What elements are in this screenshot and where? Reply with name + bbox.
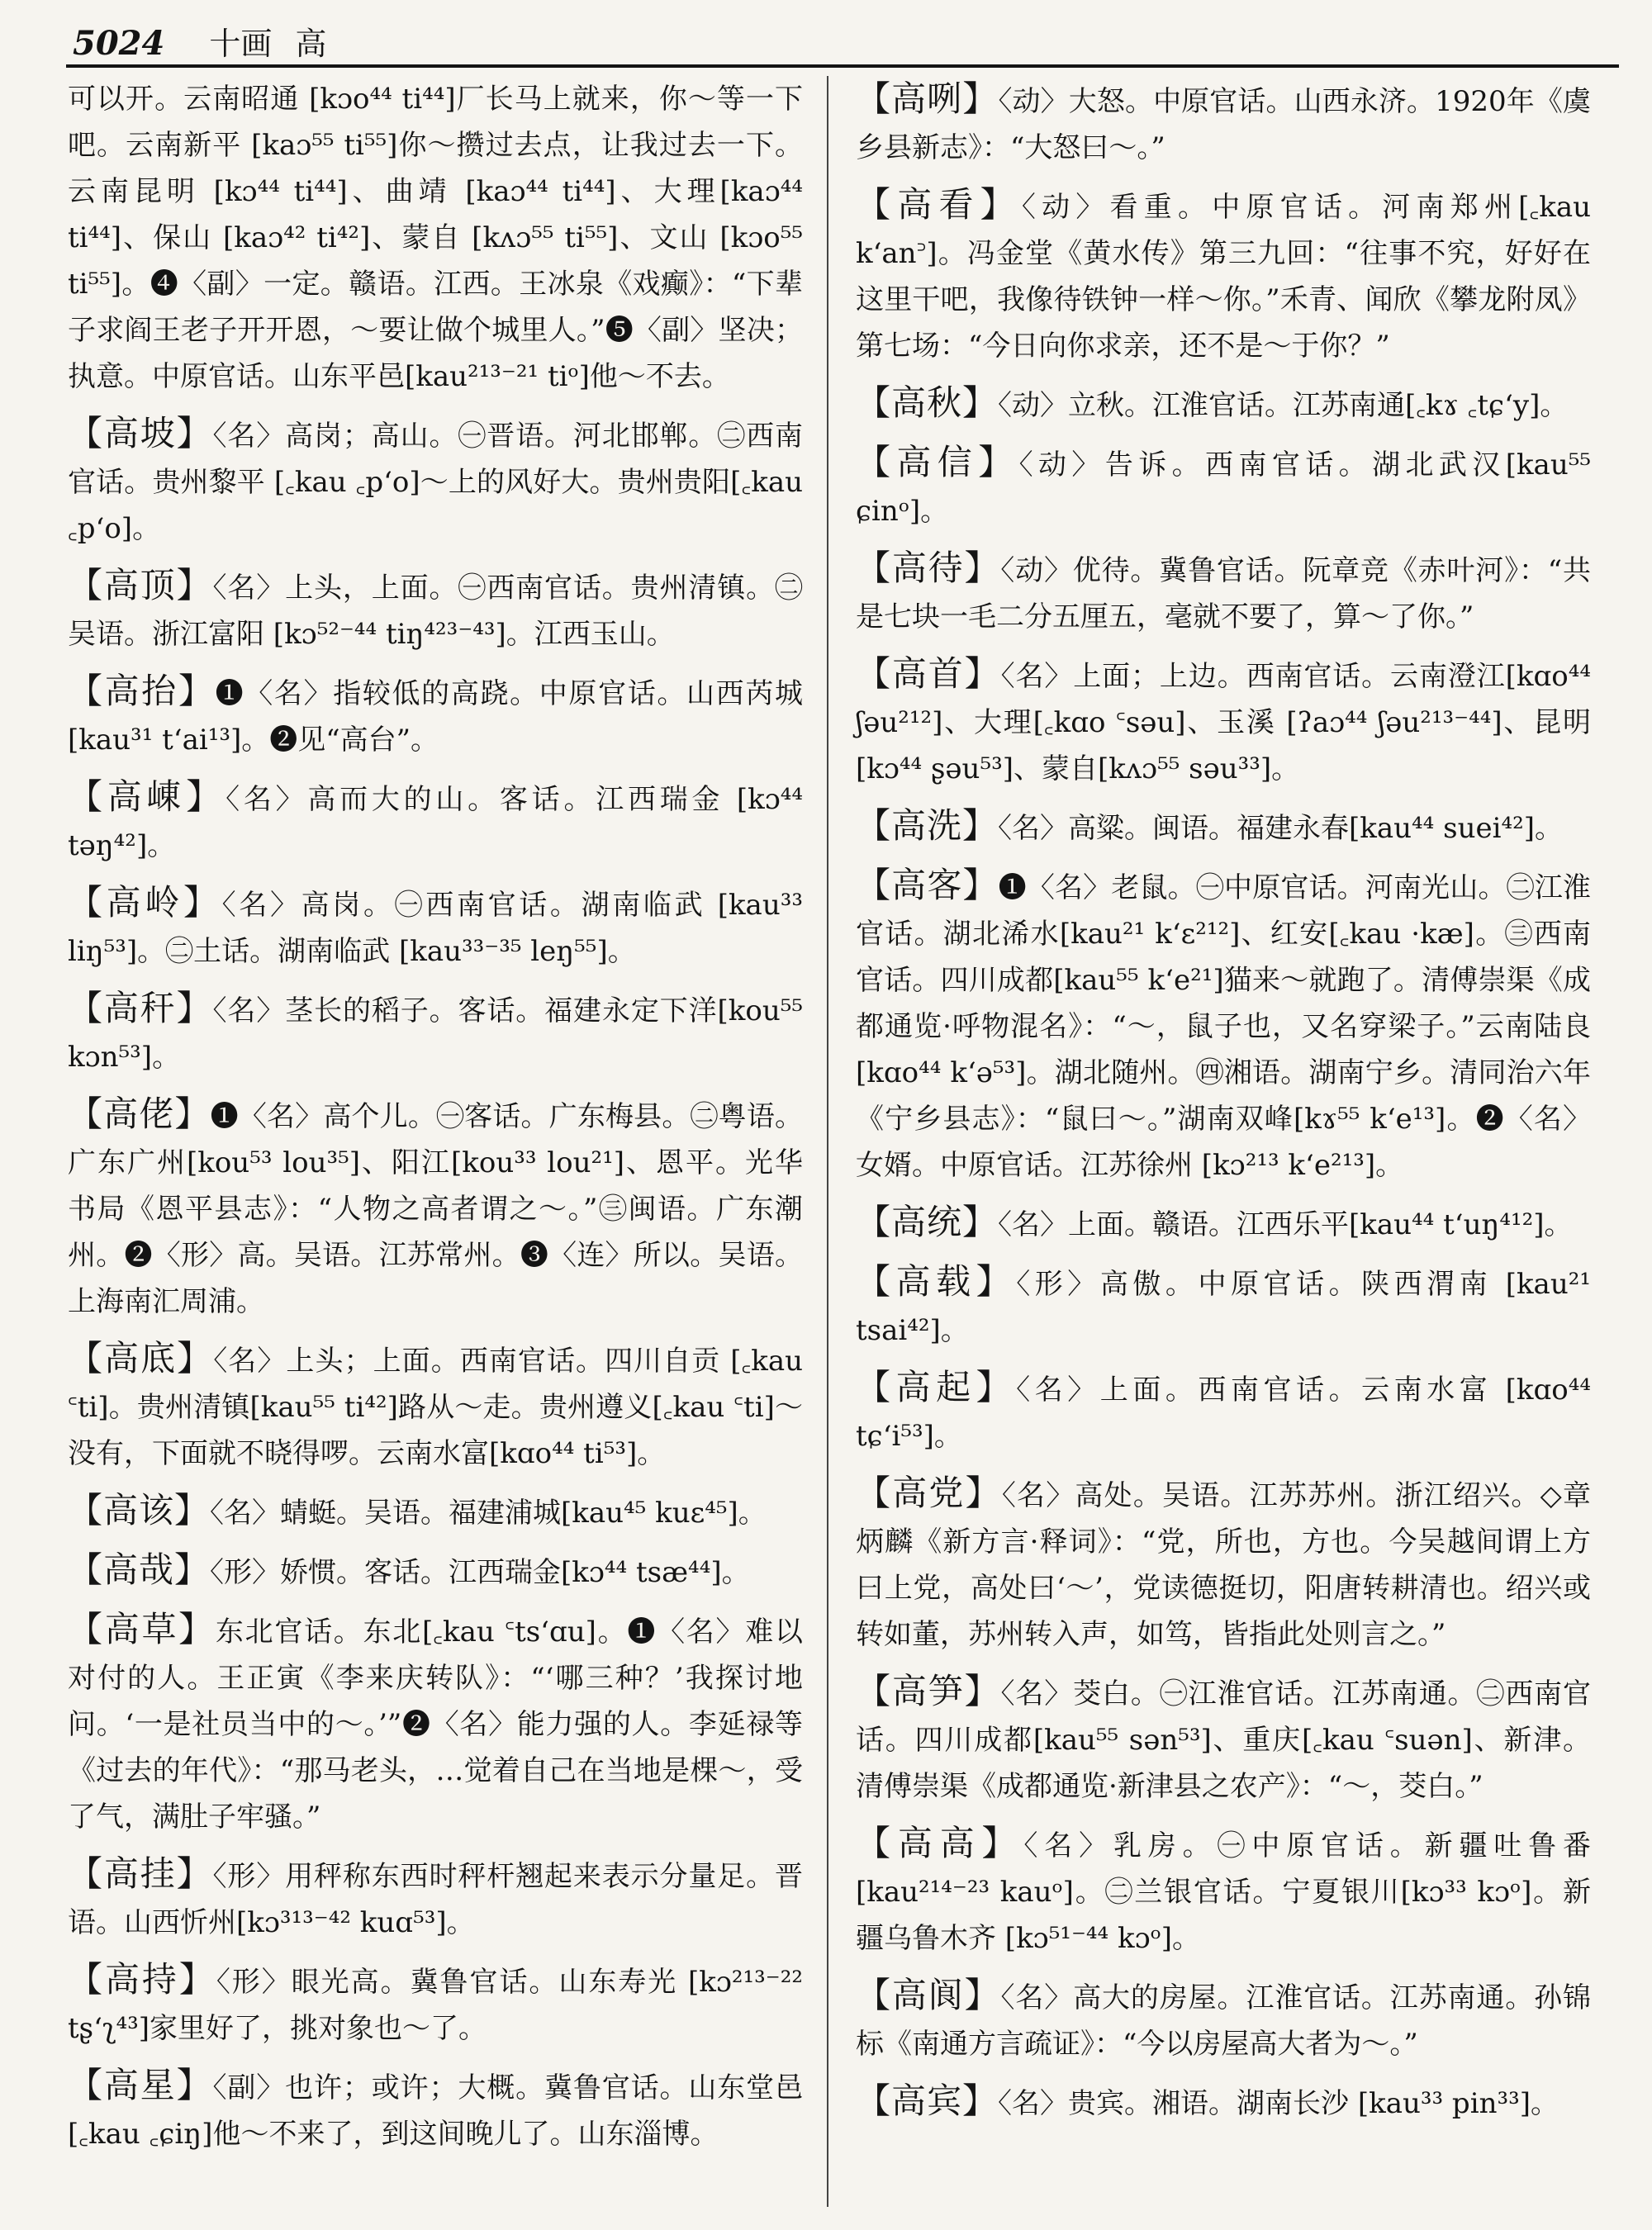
- entry-headword: 【高秆】: [68, 988, 213, 1028]
- dictionary-entry: [856, 1820, 1591, 1962]
- dictionary-entry: [856, 545, 1591, 640]
- entry-headword: 【高阆】: [856, 1975, 1001, 2015]
- entry-definition: 〈名〉高而大的山。客话。江西瑞金 [kɔ⁴⁴ təŋ⁴²]。: [68, 783, 803, 862]
- entry-definition: 〈形〉眼光高。冀鲁官话。山东寿光 [kɔ²¹³⁻²² tʂ‘ʅ⁴³]家里好了，挑对象也～了。: [68, 1966, 803, 2045]
- entry-headword: 【高客】: [856, 865, 999, 905]
- header-character: 高: [295, 26, 327, 62]
- entry-definition: 〈动〉告诉。西南官话。湖北武汉[kau⁵⁵ ɕinᵒ]。: [856, 448, 1591, 528]
- dictionary-entry: [68, 1487, 803, 1536]
- entry-headword: 【高顶】: [68, 565, 213, 605]
- entry-headword: 【高草】: [68, 1609, 216, 1649]
- entry-headword: 【高高】: [856, 1823, 1024, 1863]
- dictionary-entry: [68, 1957, 803, 2052]
- entry-definition: 〈副〉也许；或许；大概。冀鲁官话。山东堂邑 [꜀kau ꜀ɕiŋ]他～不来了，到这间晚儿了。山东淄博。: [68, 2071, 803, 2151]
- dictionary-entry: [856, 1470, 1591, 1658]
- entry-definition: 东北官话。东北[꜀kau ꜂ts‘ɑu]。❶〈名〉难以对付的人。王正寅《李来庆转队》：“‘哪三种？’我探讨地问。‘一是社员当中的～。’”❷〈名〉能力强的人。李延禄等《过去的年代》：“那马老头，…觉着自己在当地是棵～，受了气，满肚子牢骚。”: [68, 1616, 803, 1834]
- entry-headword: 【高首】: [856, 653, 1001, 694]
- dictionary-entry: [856, 439, 1591, 534]
- dictionary-entry: [68, 1091, 803, 1325]
- dictionary-entry: [68, 410, 803, 552]
- dictionary-entry: [856, 651, 1591, 792]
- dictionary-entry: [856, 1259, 1591, 1354]
- dictionary-entry: [68, 1851, 803, 1946]
- entry-headword: 【高党】: [856, 1473, 1002, 1513]
- dictionary-entry: [856, 76, 1591, 171]
- entry-headword: 【高挂】: [68, 1853, 213, 1894]
- entry-definition: 〈名〉高大的房屋。江淮官话。江苏南通。孙锦标《南通方言疏证》：“今以房屋高大者为～。”: [856, 1981, 1591, 2061]
- dictionary-entry: [856, 2078, 1591, 2127]
- dictionary-entry: [856, 803, 1591, 852]
- dictionary-entry: [856, 1199, 1591, 1248]
- dictionary-entry: [68, 1606, 803, 1840]
- entry-headword: 【高佬】: [68, 1094, 211, 1134]
- dictionary-entry: [68, 562, 803, 657]
- entry-definition: 〈名〉上面。西南官话。云南水富 [kɑo⁴⁴ tɕ‘i⁵³]。: [856, 1374, 1591, 1453]
- entry-headword: 【高底】: [68, 1338, 214, 1378]
- dictionary-entry: [68, 1336, 803, 1477]
- dictionary-entry: [856, 1364, 1591, 1459]
- entry-definition: 〈名〉上面。赣语。江西乐平[kau⁴⁴ t‘uŋ⁴¹²]。: [998, 1208, 1573, 1241]
- entry-headword: 【高秋】: [856, 382, 999, 423]
- entry-headword: 【高坡】: [68, 413, 213, 453]
- entry-definition: 〈名〉高粱。闽语。福建永春[kau⁴⁴ suei⁴²]。: [998, 812, 1563, 845]
- entry-definition: ❶〈名〉老鼠。㊀中原官话。河南光山。㊁江淮官话。湖北浠水[kau²¹ k‘ɛ²¹²]、红安[꜀kau ·kæ]。㊂西南官话。四川成都[kau⁵⁵ k‘e²¹]猫来～就跑了。清傅崇渠《成都通览·呼物混名》：“～，鼠子也，又名穿梁子。”云南陆良 [kɑo⁴⁴ k‘ə⁵³]。湖北随州。㊃湘语。湖南宁乡。清同治六年《宁乡县志》：“鼠曰～。”湖南双峰[kɤ⁵⁵ k‘e¹³]。❷〈名〉女婿。中原官话。江苏徐州 [kɔ²¹³ k‘e²¹³]。: [856, 871, 1591, 1182]
- entry-definition: 〈动〉大怒。中原官话。山西永济。1920年《虞乡县新志》：“大怒曰～。”: [856, 85, 1591, 164]
- entry-definition: 〈名〉茎长的稻子。客话。福建永定下洋[kou⁵⁵ kɔn⁵³]。: [68, 994, 803, 1074]
- entry-definition: 〈名〉上面；上边。西南官话。云南澄江[kɑo⁴⁴ ʃəu²¹²]、大理[꜀kɑo ꜂səu]、玉溪 [ʔaɔ⁴⁴ ʃəu²¹³⁻⁴⁴]、昆明[kɔ⁴⁴ ʂəu⁵³]、蒙自[kʌɔ⁵⁵ səu³³]。: [856, 660, 1591, 785]
- entry-definition: 〈名〉高岗。㊀西南官话。湖南临武 [kau³³ liŋ⁵³]。㊁土话。湖南临武 [kau³³⁻³⁵ leŋ⁵⁵]。: [68, 889, 803, 968]
- entry-headword: 【高看】: [856, 184, 1022, 225]
- dictionary-entry: [856, 380, 1591, 429]
- entry-headword: 【高信】: [856, 442, 1019, 482]
- entry-headword: 【高咧】: [856, 78, 999, 119]
- entry-headword: 【高洗】: [856, 805, 999, 846]
- entry-definition: 〈动〉立秋。江淮官话。江苏南通[꜀kɤ ꜀tɕ‘y]。: [998, 389, 1569, 422]
- entry-headword: 【高哉】: [68, 1549, 211, 1590]
- entry-definition: 〈动〉优待。冀鲁官话。阮章竞《赤叶河》：“共是七块一毛二分五厘五，毫就不要了，算～了你。”: [856, 554, 1591, 633]
- entry-headword: 【高岭】: [68, 882, 222, 923]
- entry-headword: 【高崠】: [68, 776, 226, 817]
- column-divider: [827, 76, 828, 2207]
- entry-definition: 〈名〉高岗；高山。㊀晋语。河北邯郸。㊁西南官话。贵州黎平 [꜀kau ꜀p‘o]～上的风好大。贵州贵阳[꜀kau ꜀p‘o]。: [68, 420, 803, 545]
- dictionary-entry: [68, 774, 803, 869]
- entry-headword: 【高星】: [68, 2065, 213, 2105]
- entry-headword: 【高起】: [856, 1367, 1017, 1407]
- entry-definition: 〈名〉乳房。㊀中原官话。新疆吐鲁番[kau²¹⁴⁻²³ kauᵒ]。㊁兰银官话。宁夏银川[kɔ³³ kɔᵒ]。新疆乌鲁木齐 [kɔ⁵¹⁻⁴⁴ kɔᵒ]。: [856, 1829, 1591, 1955]
- dictionary-entry: [856, 182, 1591, 369]
- header-rule: [66, 64, 1619, 68]
- page-header: [73, 18, 327, 63]
- page-number: 5024: [73, 24, 165, 63]
- dictionary-entry: [856, 1972, 1591, 2067]
- entry-definition: 〈名〉上头，上面。㊀西南官话。贵州清镇。㊁吴语。浙江富阳 [kɔ⁵²⁻⁴⁴ tiŋ⁴²³⁻⁴³]。江西玉山。: [68, 572, 803, 651]
- entry-definition: ❶〈名〉指较低的高跷。中原官话。山西芮城 [kau³¹ t‘ai¹³]。❷见“高台”。: [68, 677, 803, 757]
- dictionary-entry: [68, 985, 803, 1080]
- entry-definition: 〈名〉上头；上面。西南官话。四川自贡 [꜀kau ꜂ti]。贵州清镇[kau⁵⁵ ti⁴²]路从～走。贵州遵义[꜀kau ꜂ti]～没有，下面就不晓得啰。云南水富[kɑo⁴⁴ ti⁵³]。: [68, 1345, 803, 1470]
- left-column: [68, 76, 803, 2168]
- entry-definition: 〈名〉茭白。㊀江淮官话。江苏南通。㊁西南官话。四川成都[kau⁵⁵ sən⁵³]、重庆[꜀kau ꜂suən]、新津。清傅崇渠《成都通览·新津县之农产》：“～，茭白。”: [856, 1677, 1591, 1803]
- entry-headword: 【高笋】: [856, 1671, 1001, 1711]
- entry-headword: 【高宾】: [856, 2081, 999, 2121]
- entry-headword: 【高统】: [856, 1202, 999, 1242]
- dictionary-entry: [68, 880, 803, 975]
- entry-definition: 可以开。云南昭通 [kɔo⁴⁴ ti⁴⁴]厂长马上就来，你～等一下吧。云南新平 [kaɔ⁵⁵ ti⁵⁵]你～攒过去点，让我过去一下。云南昆明 [kɔ⁴⁴ ti⁴⁴]、曲靖 [kaɔ⁴⁴ ti⁴⁴]、大理[kaɔ⁴⁴ ti⁴⁴]、保山 [kaɔ⁴² ti⁴²]、蒙自 [kʌɔ⁵⁵ ti⁵⁵]、文山 [kɔo⁵⁵ ti⁵⁵]。❹〈副〉一定。赣语。江西。王冰泉《戏癫》：“下辈子求阎王老子开开恩，～要让做个城里人。”❺〈副〉坚决；执意。中原官话。山东平邑[kau²¹³⁻²¹ tiᵒ]他～不去。: [68, 83, 803, 393]
- entry-headword: 【高持】: [68, 1959, 216, 2000]
- entry-definition: 〈名〉蜻蜓。吴语。福建浦城[kau⁴⁵ kuɛ⁴⁵]。: [210, 1497, 767, 1530]
- dictionary-entry: [68, 668, 803, 763]
- dictionary-entry: [68, 1547, 803, 1596]
- entry-definition: 〈形〉娇惯。客话。江西瑞金[kɔ⁴⁴ tsæ⁴⁴]。: [210, 1556, 750, 1589]
- right-column: [856, 76, 1591, 2137]
- entry-definition: 〈动〉看重。中原官话。河南郑州[꜀kau k‘an꜄]。冯金堂《黄水传》第三九回：“往事不究，好好在这里干吧，我像待铁钟一样～你。”禾青、闻欣《攀龙附凤》第七场：“今日向你求亲，还不是～于你？”: [856, 191, 1591, 363]
- dictionary-entry: [856, 1668, 1591, 1810]
- entry-definition: 〈名〉贵宾。湘语。湖南长沙 [kau³³ pin³³]。: [998, 2087, 1559, 2120]
- entry-definition: 〈名〉高处。吴语。江苏苏州。浙江绍兴。◇章炳麟《新方言·释词》：“党，所也，方也。今吴越间谓上方曰上党，高处曰‘～’，党读德挺切，阳唐转耕清也。绍兴或转如董，苏州转入声，如笃，皆指此处则言之。”: [856, 1479, 1591, 1651]
- entry-headword: 【高该】: [68, 1490, 211, 1530]
- dictionary-entry: [856, 862, 1591, 1189]
- entry-definition: ❶〈名〉高个儿。㊀客话。广东梅县。㊁粤语。广东广州[kou⁵³ lou³⁵]、阳江[kou³³ lou²¹]、恩平。光华书局《恩平县志》：“人物之高者谓之～。”㊂闽语。广东潮州。❷〈形〉高。吴语。江苏常州。❸〈连〉所以。吴语。上海南汇周浦。: [68, 1100, 803, 1318]
- dictionary-entry: [68, 2062, 803, 2157]
- section-title: 十画: [209, 26, 273, 62]
- dictionary-entry: [68, 76, 803, 400]
- entry-definition: 〈形〉高傲。中原官话。陕西渭南 [kau²¹ tsai⁴²]。: [856, 1268, 1591, 1347]
- entry-headword: 【高载】: [856, 1261, 1017, 1302]
- entry-definition: 〈形〉用秤称东西时秤杆翘起来表示分量足。晋语。山西忻州[kɔ³¹³⁻⁴² kuɑ⁵³]。: [68, 1860, 803, 1939]
- entry-headword: 【高抬】: [68, 671, 216, 711]
- entry-headword: 【高待】: [856, 548, 1001, 588]
